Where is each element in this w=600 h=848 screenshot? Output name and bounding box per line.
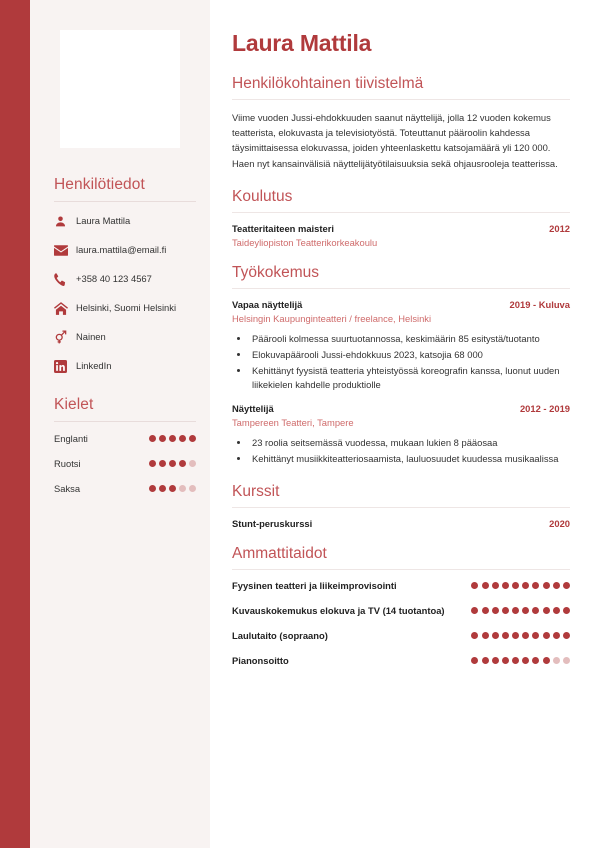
courses-section <box>232 483 570 529</box>
bullet-item: • Elokuvapäärooli Jussi-ehdokkuus 2023, katsojia 68 000 <box>250 348 570 362</box>
dot-filled <box>543 607 550 614</box>
skill-name: Kuvauskokemukus elokuva ja TV (14 tuotantoa) <box>232 604 445 616</box>
entry-organization: Tampereen Teatteri, Tampere <box>232 417 354 429</box>
dot-filled <box>492 632 499 639</box>
language-list <box>54 433 196 494</box>
languages-section <box>54 396 196 494</box>
dot-filled <box>149 485 156 492</box>
dot-filled <box>512 632 519 639</box>
entry <box>232 403 570 466</box>
rating-dots <box>149 435 196 442</box>
summary-heading: Henkilökohtainen tiivistelmä <box>232 75 424 92</box>
dot-filled <box>492 607 499 614</box>
dot-filled <box>502 657 509 664</box>
divider <box>54 421 196 422</box>
personal-details-heading: Henkilötiedot <box>54 176 145 193</box>
dot-filled <box>149 435 156 442</box>
bullet-item: • 23 roolia seitsemässä vuodessa, mukaan lukien 8 pääosaa <box>250 436 570 450</box>
language-name: Saksa <box>54 483 81 494</box>
dot-filled <box>532 582 539 589</box>
contact-item-email[interactable] <box>54 242 196 258</box>
dot-filled <box>492 582 499 589</box>
contact-item-linkedin[interactable] <box>54 358 196 374</box>
experience-entries <box>232 299 570 467</box>
dot-filled <box>563 632 570 639</box>
dot-filled <box>159 460 166 467</box>
dot-filled <box>522 607 529 614</box>
entry-header <box>232 518 570 529</box>
rating-dots <box>471 582 570 589</box>
dot-filled <box>512 582 519 589</box>
dot-filled <box>512 607 519 614</box>
dot-filled <box>482 582 489 589</box>
dot-empty <box>553 657 560 664</box>
skills-section <box>232 545 570 666</box>
dot-filled <box>543 657 550 664</box>
skill-name: Pianonsoitto <box>232 654 289 666</box>
contact-item-name <box>54 213 196 229</box>
linkedin-icon <box>54 358 76 374</box>
dot-filled <box>149 460 156 467</box>
dot-filled <box>189 435 196 442</box>
dot-filled <box>159 485 166 492</box>
language-name: Ruotsi <box>54 458 81 469</box>
contact-value: +358 40 123 4567 <box>76 273 152 285</box>
language-item <box>54 433 196 444</box>
envelope-icon <box>54 242 76 258</box>
dot-empty <box>189 460 196 467</box>
language-item <box>54 458 196 469</box>
rating-dots <box>149 460 196 467</box>
courses-entries <box>232 518 570 529</box>
bullet-item: • Kehittänyt musiikkiteatteriosaamista, lauluosuudet kuudessa musikaalissa <box>250 452 570 466</box>
languages-heading: Kielet <box>54 396 94 413</box>
entry-header <box>232 299 570 310</box>
divider <box>232 569 570 570</box>
dot-filled <box>563 582 570 589</box>
contact-list <box>54 213 196 374</box>
dot-filled <box>169 460 176 467</box>
divider <box>232 99 570 100</box>
divider <box>232 507 570 508</box>
entry-title: Vapaa näyttelijä <box>232 298 303 310</box>
contact-item-location <box>54 300 196 316</box>
education-section <box>232 188 570 248</box>
rating-dots <box>471 607 570 614</box>
skill-item <box>232 630 570 641</box>
dot-filled <box>502 632 509 639</box>
entry-date: 2012 <box>549 222 570 234</box>
contact-value: laura.mattila@email.fi <box>76 244 167 256</box>
entry-bullets <box>232 436 570 466</box>
experience-section <box>232 264 570 467</box>
dot-filled <box>471 607 478 614</box>
skill-item <box>232 655 570 666</box>
dot-filled <box>522 632 529 639</box>
dot-filled <box>563 607 570 614</box>
entry-organization: Helsingin Kaupunginteatteri / freelance, Helsinki <box>232 312 432 324</box>
contact-value: Laura Mattila <box>76 215 131 227</box>
entry-date: 2012 - 2019 <box>519 403 570 415</box>
dot-empty <box>189 485 196 492</box>
personal-details-section <box>54 176 196 374</box>
page-title: Laura Mattila <box>232 30 372 56</box>
entry <box>232 223 570 248</box>
entry-header <box>232 403 570 414</box>
dot-filled <box>522 657 529 664</box>
gender-icon <box>54 329 76 345</box>
dot-filled <box>502 607 509 614</box>
dot-filled <box>522 582 529 589</box>
dot-filled <box>482 632 489 639</box>
entry-organization: Taideyliopiston Teatterikorkeakoulu <box>232 236 378 248</box>
home-icon <box>54 300 76 316</box>
rating-dots <box>149 485 196 492</box>
skill-name: Fyysinen teatteri ja liikeimprovisointi <box>232 579 397 591</box>
dot-filled <box>471 582 478 589</box>
entry-bullets <box>232 332 570 392</box>
entry <box>232 299 570 392</box>
divider <box>54 201 196 202</box>
dot-filled <box>502 582 509 589</box>
contact-value: Nainen <box>76 331 106 343</box>
dot-filled <box>532 607 539 614</box>
divider <box>232 288 570 289</box>
skill-item <box>232 580 570 591</box>
dot-filled <box>482 657 489 664</box>
dot-empty <box>179 485 186 492</box>
skills-heading: Ammattitaidot <box>232 544 327 562</box>
courses-heading: Kurssit <box>232 482 280 500</box>
dot-filled <box>482 607 489 614</box>
contact-value: LinkedIn <box>76 360 112 372</box>
language-item <box>54 483 196 494</box>
entry-title: Stunt-peruskurssi <box>232 517 313 529</box>
entry <box>232 518 570 529</box>
entry-date: 2019 - Kuluva <box>509 298 570 310</box>
entry-title: Näyttelijä <box>232 403 274 415</box>
accent-stripe <box>0 0 30 848</box>
dot-filled <box>553 582 560 589</box>
dot-filled <box>179 460 186 467</box>
entry-title: Teatteritaiteen maisteri <box>232 222 334 234</box>
dot-filled <box>159 435 166 442</box>
dot-filled <box>179 435 186 442</box>
dot-filled <box>169 485 176 492</box>
dot-filled <box>543 632 550 639</box>
dot-filled <box>512 657 519 664</box>
skill-item <box>232 605 570 616</box>
dot-filled <box>553 632 560 639</box>
language-name: Englanti <box>54 433 88 444</box>
dot-filled <box>169 435 176 442</box>
contact-item-gender <box>54 329 196 345</box>
dot-filled <box>553 607 560 614</box>
rating-dots <box>471 657 570 664</box>
summary-text: Viime vuoden Jussi-ehdokkuuden saanut näyttelijä, jolla 12 vuoden kokemus teatterista, elokuvasta ja televisiotyöstä. Toteuttanut pääroolin kahdessa täysimittaisessa elokuvassa, joiden yhteenlaskettu katsojamäärä yli 120 000. Haen nyt kansainvälisiä näyttelijätyötilaisuuksia sekä ohjausrooleja teatterissa. <box>232 112 558 169</box>
dot-filled <box>471 657 478 664</box>
dot-filled <box>492 657 499 664</box>
skill-list <box>232 580 570 666</box>
skill-name: Laulutaito (sopraano) <box>232 629 328 641</box>
divider <box>232 212 570 213</box>
education-heading: Koulutus <box>232 187 293 205</box>
experience-heading: Työkokemus <box>232 263 320 281</box>
phone-icon <box>54 271 76 287</box>
bullet-item: • Kehittänyt fyysistä teatteria yhteistyössä koreografin kanssa, luonut uuden liikekielen kahdelle produktiolle <box>250 364 570 392</box>
contact-item-phone[interactable] <box>54 271 196 287</box>
contact-value: Helsinki, Suomi Helsinki <box>76 302 177 314</box>
dot-filled <box>532 657 539 664</box>
summary-section <box>232 75 570 171</box>
sidebar <box>30 0 210 848</box>
dot-empty <box>563 657 570 664</box>
entry-date: 2020 <box>549 517 570 529</box>
person-icon <box>54 213 76 229</box>
profile-photo-placeholder <box>60 30 180 148</box>
dot-filled <box>543 582 550 589</box>
rating-dots <box>471 632 570 639</box>
education-entries <box>232 223 570 248</box>
main-content <box>210 0 600 848</box>
bullet-item: • Päärooli kolmessa suurtuotannossa, keskimäärin 85 esitystä/tuotanto <box>250 332 570 346</box>
dot-filled <box>471 632 478 639</box>
dot-filled <box>532 632 539 639</box>
entry-header <box>232 223 570 234</box>
